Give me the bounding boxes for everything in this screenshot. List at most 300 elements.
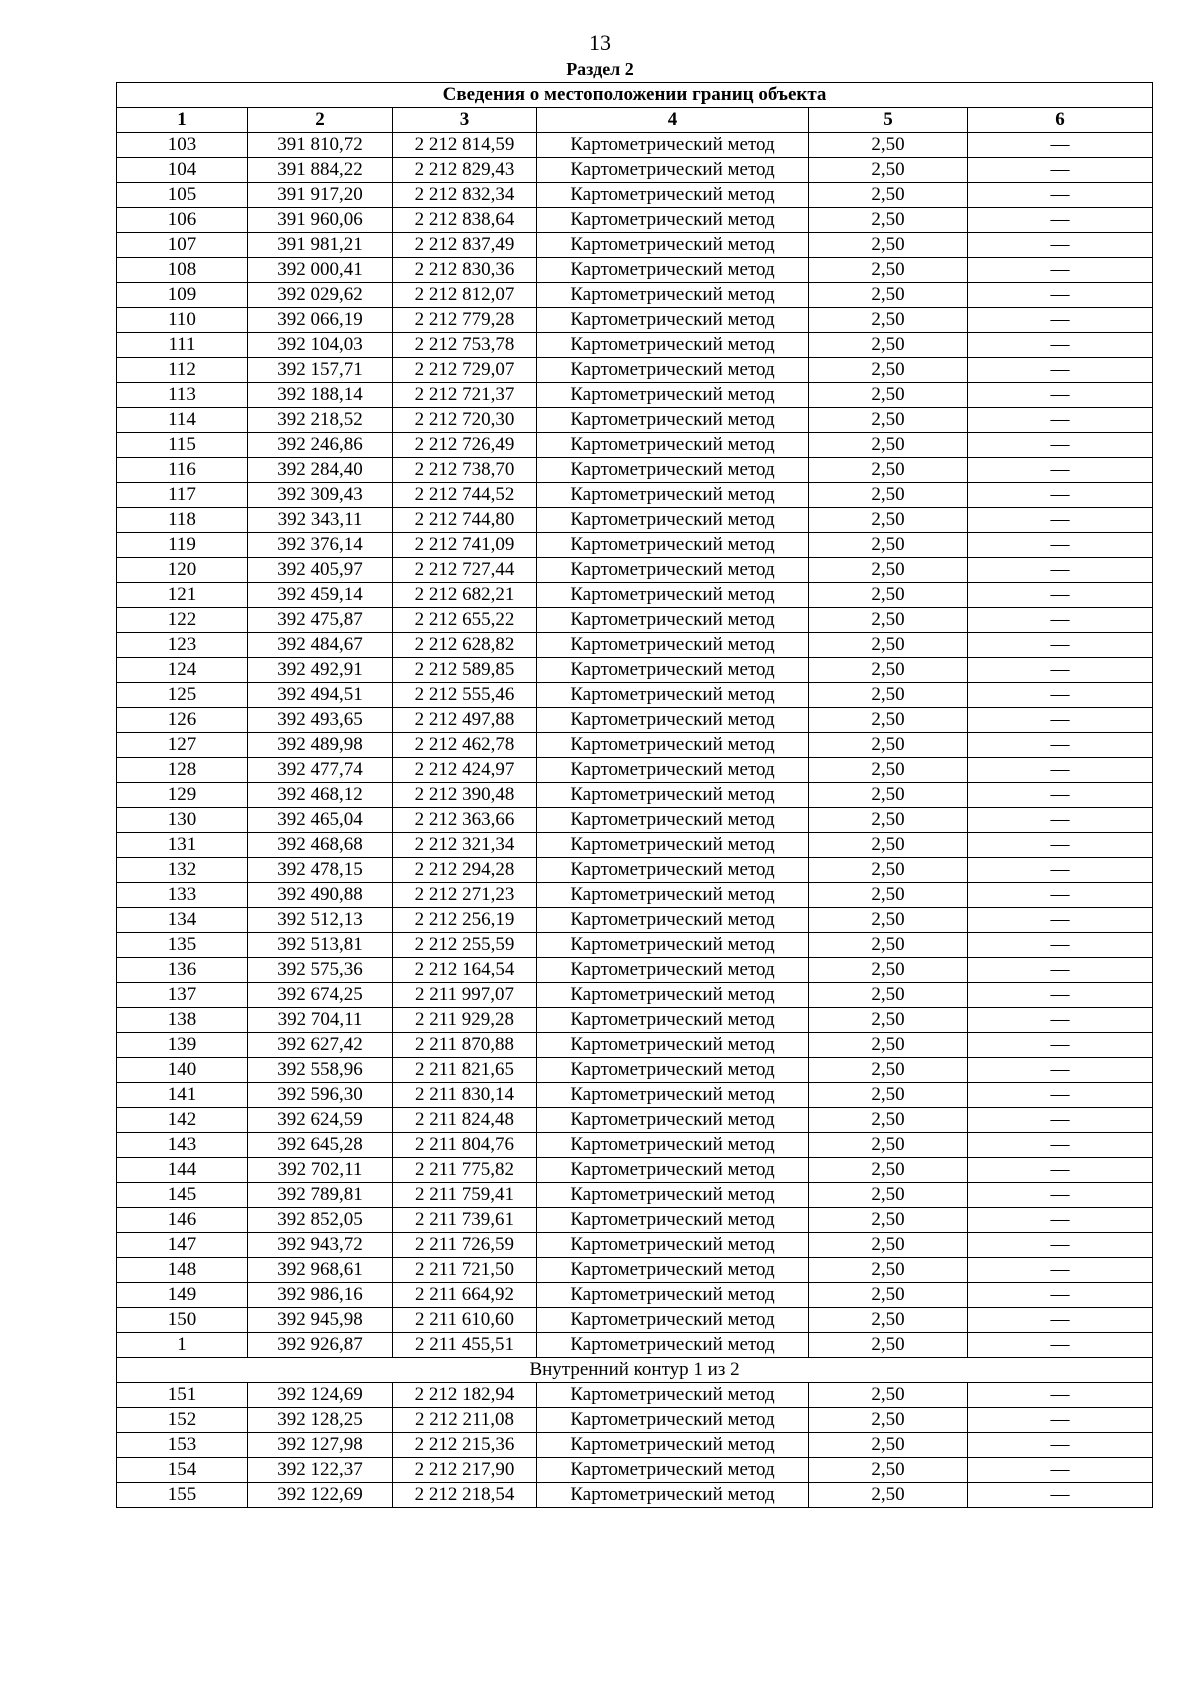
accuracy-cell: 2,50 — [809, 1033, 968, 1058]
accuracy-cell: 2,50 — [809, 483, 968, 508]
column-number-row — [117, 108, 1153, 133]
y-coordinate-cell: 2 212 363,66 — [393, 808, 537, 833]
method-cell: Картометрический метод — [537, 733, 809, 758]
table-row — [117, 258, 1153, 283]
x-coordinate-cell: 392 000,41 — [248, 258, 393, 283]
y-coordinate-cell: 2 212 741,09 — [393, 533, 537, 558]
accuracy-cell: 2,50 — [809, 308, 968, 333]
method-cell: Картометрический метод — [537, 1383, 809, 1408]
y-coordinate-cell: 2 212 738,70 — [393, 458, 537, 483]
y-coordinate-cell: 2 212 726,49 — [393, 433, 537, 458]
point-number-cell: 108 — [117, 258, 248, 283]
description-cell: — — [968, 1233, 1153, 1258]
description-cell: — — [968, 358, 1153, 383]
description-cell: — — [968, 958, 1153, 983]
method-cell: Картометрический метод — [537, 1158, 809, 1183]
description-cell: — — [968, 1008, 1153, 1033]
y-coordinate-cell: 2 212 217,90 — [393, 1458, 537, 1483]
accuracy-cell: 2,50 — [809, 533, 968, 558]
description-cell: — — [968, 733, 1153, 758]
accuracy-cell: 2,50 — [809, 458, 968, 483]
point-number-cell: 105 — [117, 183, 248, 208]
table-row — [117, 233, 1153, 258]
accuracy-cell: 2,50 — [809, 708, 968, 733]
y-coordinate-cell: 2 211 759,41 — [393, 1183, 537, 1208]
table-row — [117, 583, 1153, 608]
x-coordinate-cell: 392 218,52 — [248, 408, 393, 433]
description-cell: — — [968, 283, 1153, 308]
accuracy-cell: 2,50 — [809, 1333, 968, 1358]
accuracy-cell: 2,50 — [809, 158, 968, 183]
method-cell: Картометрический метод — [537, 1183, 809, 1208]
point-number-cell: 134 — [117, 908, 248, 933]
method-cell: Картометрический метод — [537, 133, 809, 158]
x-coordinate-cell: 392 343,11 — [248, 508, 393, 533]
point-number-cell: 103 — [117, 133, 248, 158]
point-number-cell: 152 — [117, 1408, 248, 1433]
x-coordinate-cell: 392 596,30 — [248, 1083, 393, 1108]
method-cell: Картометрический метод — [537, 958, 809, 983]
accuracy-cell: 2,50 — [809, 1408, 968, 1433]
method-cell: Картометрический метод — [537, 258, 809, 283]
y-coordinate-cell: 2 212 838,64 — [393, 208, 537, 233]
method-cell: Картометрический метод — [537, 983, 809, 1008]
point-number-cell: 124 — [117, 658, 248, 683]
description-cell: — — [968, 1058, 1153, 1083]
method-cell: Картометрический метод — [537, 583, 809, 608]
table-row — [117, 1058, 1153, 1083]
method-cell: Картометрический метод — [537, 1458, 809, 1483]
table-row — [117, 508, 1153, 533]
x-coordinate-cell: 392 122,69 — [248, 1483, 393, 1508]
y-coordinate-cell: 2 212 589,85 — [393, 658, 537, 683]
x-coordinate-cell: 392 575,36 — [248, 958, 393, 983]
accuracy-cell: 2,50 — [809, 583, 968, 608]
boundary-coordinates-table — [116, 82, 1153, 1508]
point-number-cell: 123 — [117, 633, 248, 658]
y-coordinate-cell: 2 212 628,82 — [393, 633, 537, 658]
description-cell: — — [968, 1333, 1153, 1358]
y-coordinate-cell: 2 212 753,78 — [393, 333, 537, 358]
x-coordinate-cell: 392 945,98 — [248, 1308, 393, 1333]
x-coordinate-cell: 392 852,05 — [248, 1208, 393, 1233]
y-coordinate-cell: 2 212 497,88 — [393, 708, 537, 733]
method-cell: Картометрический метод — [537, 708, 809, 733]
point-number-cell: 145 — [117, 1183, 248, 1208]
table-row — [117, 183, 1153, 208]
method-cell: Картометрический метод — [537, 608, 809, 633]
method-cell: Картометрический метод — [537, 208, 809, 233]
table-row — [117, 1408, 1153, 1433]
description-cell: — — [968, 783, 1153, 808]
point-number-cell: 127 — [117, 733, 248, 758]
accuracy-cell: 2,50 — [809, 983, 968, 1008]
method-cell: Картометрический метод — [537, 1308, 809, 1333]
point-number-cell: 119 — [117, 533, 248, 558]
table-row — [117, 383, 1153, 408]
method-cell: Картометрический метод — [537, 633, 809, 658]
outer-contour-rows — [117, 133, 1153, 1358]
description-cell: — — [968, 908, 1153, 933]
description-cell: — — [968, 183, 1153, 208]
point-number-cell: 112 — [117, 358, 248, 383]
description-cell: — — [968, 458, 1153, 483]
y-coordinate-cell: 2 212 814,59 — [393, 133, 537, 158]
y-coordinate-cell: 2 212 211,08 — [393, 1408, 537, 1433]
point-number-cell: 122 — [117, 608, 248, 633]
description-cell: — — [968, 1183, 1153, 1208]
method-cell: Картометрический метод — [537, 458, 809, 483]
y-coordinate-cell: 2 211 610,60 — [393, 1308, 537, 1333]
accuracy-cell: 2,50 — [809, 833, 968, 858]
y-coordinate-cell: 2 212 729,07 — [393, 358, 537, 383]
x-coordinate-cell: 392 489,98 — [248, 733, 393, 758]
point-number-cell: 154 — [117, 1458, 248, 1483]
x-coordinate-cell: 392 124,69 — [248, 1383, 393, 1408]
accuracy-cell: 2,50 — [809, 683, 968, 708]
accuracy-cell: 2,50 — [809, 908, 968, 933]
description-cell: — — [968, 758, 1153, 783]
point-number-cell: 109 — [117, 283, 248, 308]
accuracy-cell: 2,50 — [809, 283, 968, 308]
x-coordinate-cell: 392 468,12 — [248, 783, 393, 808]
point-number-cell: 150 — [117, 1308, 248, 1333]
accuracy-cell: 2,50 — [809, 433, 968, 458]
y-coordinate-cell: 2 211 997,07 — [393, 983, 537, 1008]
table-row — [117, 1133, 1153, 1158]
x-coordinate-cell: 391 884,22 — [248, 158, 393, 183]
accuracy-cell: 2,50 — [809, 133, 968, 158]
table-row — [117, 783, 1153, 808]
accuracy-cell: 2,50 — [809, 733, 968, 758]
table-row — [117, 858, 1153, 883]
method-cell: Картометрический метод — [537, 308, 809, 333]
accuracy-cell: 2,50 — [809, 1383, 968, 1408]
accuracy-cell: 2,50 — [809, 858, 968, 883]
accuracy-cell: 2,50 — [809, 558, 968, 583]
method-cell: Картометрический метод — [537, 183, 809, 208]
y-coordinate-cell: 2 212 555,46 — [393, 683, 537, 708]
x-coordinate-cell: 392 029,62 — [248, 283, 393, 308]
point-number-cell: 128 — [117, 758, 248, 783]
x-coordinate-cell: 392 513,81 — [248, 933, 393, 958]
accuracy-cell: 2,50 — [809, 183, 968, 208]
y-coordinate-cell: 2 212 779,28 — [393, 308, 537, 333]
y-coordinate-cell: 2 212 294,28 — [393, 858, 537, 883]
description-cell: — — [968, 883, 1153, 908]
point-number-cell: 115 — [117, 433, 248, 458]
x-coordinate-cell: 392 405,97 — [248, 558, 393, 583]
x-coordinate-cell: 392 127,98 — [248, 1433, 393, 1458]
x-coordinate-cell: 392 468,68 — [248, 833, 393, 858]
table-row — [117, 1483, 1153, 1508]
column-header: 5 — [809, 108, 968, 133]
table-row — [117, 533, 1153, 558]
accuracy-cell: 2,50 — [809, 1183, 968, 1208]
table-row — [117, 1158, 1153, 1183]
accuracy-cell: 2,50 — [809, 508, 968, 533]
description-cell: — — [968, 1408, 1153, 1433]
accuracy-cell: 2,50 — [809, 808, 968, 833]
x-coordinate-cell: 392 627,42 — [248, 1033, 393, 1058]
point-number-cell: 129 — [117, 783, 248, 808]
y-coordinate-cell: 2 212 812,07 — [393, 283, 537, 308]
accuracy-cell: 2,50 — [809, 1108, 968, 1133]
table-row — [117, 1183, 1153, 1208]
accuracy-cell: 2,50 — [809, 883, 968, 908]
method-cell: Картометрический метод — [537, 1258, 809, 1283]
x-coordinate-cell: 392 465,04 — [248, 808, 393, 833]
accuracy-cell: 2,50 — [809, 258, 968, 283]
description-cell: — — [968, 1458, 1153, 1483]
x-coordinate-cell: 392 484,67 — [248, 633, 393, 658]
y-coordinate-cell: 2 211 830,14 — [393, 1083, 537, 1108]
x-coordinate-cell: 392 702,11 — [248, 1158, 393, 1183]
description-cell: — — [968, 858, 1153, 883]
description-cell: — — [968, 658, 1153, 683]
x-coordinate-cell: 392 309,43 — [248, 483, 393, 508]
point-number-cell: 116 — [117, 458, 248, 483]
method-cell: Картометрический метод — [537, 658, 809, 683]
accuracy-cell: 2,50 — [809, 1483, 968, 1508]
method-cell: Картометрический метод — [537, 883, 809, 908]
table-row — [117, 1108, 1153, 1133]
y-coordinate-cell: 2 211 804,76 — [393, 1133, 537, 1158]
method-cell: Картометрический метод — [537, 483, 809, 508]
inner-contour-section — [117, 1358, 1153, 1383]
description-cell: — — [968, 1283, 1153, 1308]
method-cell: Картометрический метод — [537, 1283, 809, 1308]
point-number-cell: 155 — [117, 1483, 248, 1508]
description-cell: — — [968, 208, 1153, 233]
point-number-cell: 148 — [117, 1258, 248, 1283]
x-coordinate-cell: 392 512,13 — [248, 908, 393, 933]
description-cell: — — [968, 233, 1153, 258]
accuracy-cell: 2,50 — [809, 1433, 968, 1458]
table-row — [117, 1233, 1153, 1258]
x-coordinate-cell: 392 376,14 — [248, 533, 393, 558]
table-row — [117, 158, 1153, 183]
table-row — [117, 283, 1153, 308]
accuracy-cell: 2,50 — [809, 1458, 968, 1483]
accuracy-cell: 2,50 — [809, 333, 968, 358]
table-row — [117, 333, 1153, 358]
x-coordinate-cell: 392 493,65 — [248, 708, 393, 733]
table-row — [117, 1083, 1153, 1108]
method-cell: Картометрический метод — [537, 1008, 809, 1033]
accuracy-cell: 2,50 — [809, 758, 968, 783]
y-coordinate-cell: 2 212 215,36 — [393, 1433, 537, 1458]
method-cell: Картометрический метод — [537, 683, 809, 708]
point-number-cell: 130 — [117, 808, 248, 833]
point-number-cell: 147 — [117, 1233, 248, 1258]
y-coordinate-cell: 2 212 164,54 — [393, 958, 537, 983]
accuracy-cell: 2,50 — [809, 1258, 968, 1283]
method-cell: Картометрический метод — [537, 333, 809, 358]
table-row — [117, 633, 1153, 658]
description-cell: — — [968, 1133, 1153, 1158]
description-cell: — — [968, 1108, 1153, 1133]
description-cell: — — [968, 808, 1153, 833]
y-coordinate-cell: 2 212 829,43 — [393, 158, 537, 183]
point-number-cell: 107 — [117, 233, 248, 258]
description-cell: — — [968, 333, 1153, 358]
table-row — [117, 133, 1153, 158]
accuracy-cell: 2,50 — [809, 208, 968, 233]
y-coordinate-cell: 2 212 744,52 — [393, 483, 537, 508]
accuracy-cell: 2,50 — [809, 958, 968, 983]
method-cell: Картометрический метод — [537, 533, 809, 558]
y-coordinate-cell: 2 212 682,21 — [393, 583, 537, 608]
method-cell: Картометрический метод — [537, 1033, 809, 1058]
method-cell: Картометрический метод — [537, 858, 809, 883]
x-coordinate-cell: 392 926,87 — [248, 1333, 393, 1358]
method-cell: Картометрический метод — [537, 558, 809, 583]
column-header: 1 — [117, 108, 248, 133]
y-coordinate-cell: 2 212 390,48 — [393, 783, 537, 808]
method-cell: Картометрический метод — [537, 1233, 809, 1258]
column-header: 6 — [968, 108, 1153, 133]
accuracy-cell: 2,50 — [809, 383, 968, 408]
accuracy-cell: 2,50 — [809, 1233, 968, 1258]
y-coordinate-cell: 2 212 832,34 — [393, 183, 537, 208]
point-number-cell: 153 — [117, 1433, 248, 1458]
table-row — [117, 208, 1153, 233]
table-row — [117, 1008, 1153, 1033]
y-coordinate-cell: 2 211 870,88 — [393, 1033, 537, 1058]
table-row — [117, 458, 1153, 483]
description-cell: — — [968, 608, 1153, 633]
point-number-cell: 104 — [117, 158, 248, 183]
method-cell: Картометрический метод — [537, 1208, 809, 1233]
point-number-cell: 125 — [117, 683, 248, 708]
point-number-cell: 117 — [117, 483, 248, 508]
method-cell: Картометрический метод — [537, 1058, 809, 1083]
description-cell: — — [968, 1383, 1153, 1408]
x-coordinate-cell: 392 558,96 — [248, 1058, 393, 1083]
description-cell: — — [968, 708, 1153, 733]
point-number-cell: 111 — [117, 333, 248, 358]
contour-label: Внутренний контур 1 из 2 — [117, 1358, 1153, 1383]
x-coordinate-cell: 392 674,25 — [248, 983, 393, 1008]
method-cell: Картометрический метод — [537, 1108, 809, 1133]
point-number-cell: 118 — [117, 508, 248, 533]
x-coordinate-cell: 392 624,59 — [248, 1108, 393, 1133]
method-cell: Картометрический метод — [537, 808, 809, 833]
table-caption: Сведения о местоположении границ объекта — [117, 83, 1153, 108]
method-cell: Картометрический метод — [537, 783, 809, 808]
accuracy-cell: 2,50 — [809, 408, 968, 433]
y-coordinate-cell: 2 211 721,50 — [393, 1258, 537, 1283]
point-number-cell: 149 — [117, 1283, 248, 1308]
method-cell: Картометрический метод — [537, 383, 809, 408]
table-row — [117, 408, 1153, 433]
y-coordinate-cell: 2 211 775,82 — [393, 1158, 537, 1183]
point-number-cell: 135 — [117, 933, 248, 958]
x-coordinate-cell: 392 128,25 — [248, 1408, 393, 1433]
point-number-cell: 126 — [117, 708, 248, 733]
table-row — [117, 1458, 1153, 1483]
table-row — [117, 1383, 1153, 1408]
table-row — [117, 1283, 1153, 1308]
y-coordinate-cell: 2 211 929,28 — [393, 1008, 537, 1033]
method-cell: Картометрический метод — [537, 233, 809, 258]
x-coordinate-cell: 392 475,87 — [248, 608, 393, 633]
x-coordinate-cell: 392 645,28 — [248, 1133, 393, 1158]
accuracy-cell: 2,50 — [809, 633, 968, 658]
point-number-cell: 113 — [117, 383, 248, 408]
table-row — [117, 708, 1153, 733]
description-cell: — — [968, 433, 1153, 458]
point-number-cell: 139 — [117, 1033, 248, 1058]
accuracy-cell: 2,50 — [809, 608, 968, 633]
y-coordinate-cell: 2 212 255,59 — [393, 933, 537, 958]
method-cell: Картометрический метод — [537, 358, 809, 383]
description-cell: — — [968, 933, 1153, 958]
y-coordinate-cell: 2 211 824,48 — [393, 1108, 537, 1133]
x-coordinate-cell: 392 704,11 — [248, 1008, 393, 1033]
y-coordinate-cell: 2 211 726,59 — [393, 1233, 537, 1258]
x-coordinate-cell: 392 943,72 — [248, 1233, 393, 1258]
description-cell: — — [968, 158, 1153, 183]
method-cell: Картометрический метод — [537, 1083, 809, 1108]
description-cell: — — [968, 383, 1153, 408]
table-row — [117, 758, 1153, 783]
x-coordinate-cell: 391 981,21 — [248, 233, 393, 258]
description-cell: — — [968, 558, 1153, 583]
table-row — [117, 1033, 1153, 1058]
table-row — [117, 433, 1153, 458]
accuracy-cell: 2,50 — [809, 1283, 968, 1308]
x-coordinate-cell: 392 968,61 — [248, 1258, 393, 1283]
description-cell: — — [968, 408, 1153, 433]
method-cell: Картометрический метод — [537, 1483, 809, 1508]
method-cell: Картометрический метод — [537, 158, 809, 183]
method-cell: Картометрический метод — [537, 283, 809, 308]
description-cell: — — [968, 1258, 1153, 1283]
x-coordinate-cell: 391 960,06 — [248, 208, 393, 233]
x-coordinate-cell: 392 104,03 — [248, 333, 393, 358]
point-number-cell: 137 — [117, 983, 248, 1008]
method-cell: Картометрический метод — [537, 908, 809, 933]
y-coordinate-cell: 2 212 744,80 — [393, 508, 537, 533]
accuracy-cell: 2,50 — [809, 933, 968, 958]
x-coordinate-cell: 392 122,37 — [248, 1458, 393, 1483]
accuracy-cell: 2,50 — [809, 1208, 968, 1233]
table-row — [117, 808, 1153, 833]
x-coordinate-cell: 392 490,88 — [248, 883, 393, 908]
description-cell: — — [968, 258, 1153, 283]
point-number-cell: 133 — [117, 883, 248, 908]
point-number-cell: 131 — [117, 833, 248, 858]
method-cell: Картометрический метод — [537, 1333, 809, 1358]
y-coordinate-cell: 2 211 739,61 — [393, 1208, 537, 1233]
accuracy-cell: 2,50 — [809, 358, 968, 383]
page-number: 13 — [589, 30, 611, 55]
method-cell: Картометрический метод — [537, 758, 809, 783]
accuracy-cell: 2,50 — [809, 658, 968, 683]
method-cell: Картометрический метод — [537, 833, 809, 858]
table-row — [117, 983, 1153, 1008]
table-row — [117, 608, 1153, 633]
table-row — [117, 558, 1153, 583]
table-row — [117, 1333, 1153, 1358]
y-coordinate-cell: 2 211 821,65 — [393, 1058, 537, 1083]
y-coordinate-cell: 2 212 720,30 — [393, 408, 537, 433]
y-coordinate-cell: 2 212 256,19 — [393, 908, 537, 933]
x-coordinate-cell: 391 917,20 — [248, 183, 393, 208]
table-row — [117, 683, 1153, 708]
